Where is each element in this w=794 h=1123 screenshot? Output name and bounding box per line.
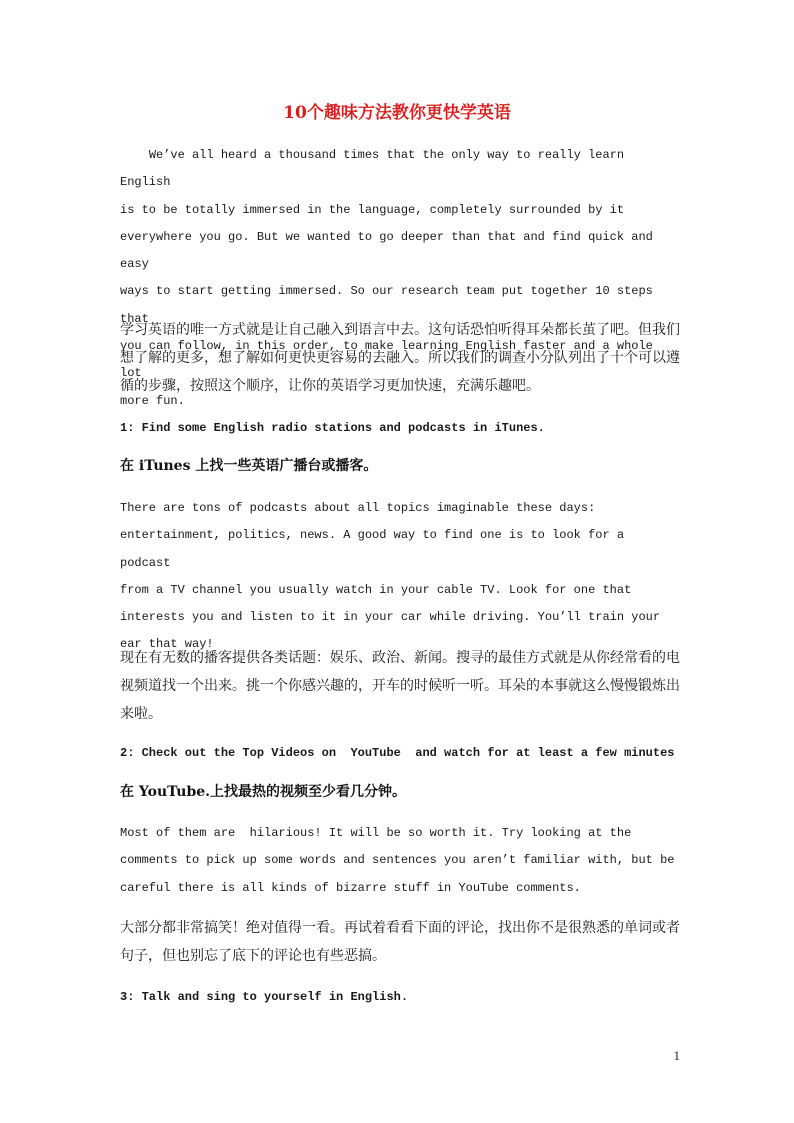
section-2-heading-en: 2: Check out the Top Videos on YouTube and watch for at least a few minutes xyxy=(120,746,675,760)
section-1-body-en: There are tons of podcasts about all topics imaginable these days: entertainment, politics, news. A good way to find one is to look for a podcast from a TV channel you usually watch in your cable TV. Look for one that interests you and listen to it in your car while driving. You’ll train your ear that way! xyxy=(120,501,661,652)
section-1-body-zh: 现在有无数的播客提供各类话题：娱乐、政治、新闻。搜寻的最佳方式就是从你经常看的电视频道找一个出来。挑一个你感兴趣的，开车的时候听一听。耳朵的本事就这么慢慢锻炼出来啦。 xyxy=(120,650,680,722)
intro-chinese-paragraph: 学习英语的唯一方式就是让自己融入到语言中去。这句话恐怕听得耳朵都长茧了吧。但我们想了解的更多，想了解如何更快更容易的去融入。所以我们的调查小分队列出了十个可以遵循的步骤，按照这个顺序，让你的英语学习更加快速，充满乐趣吧。 xyxy=(120,322,680,394)
section-2-body-en: Most of them are hilarious! It will be so worth it. Try looking at the comments to pick up some words and sentences you aren’t familiar with, but be careful there is all kinds of bizarre stuff in YouTube comments. xyxy=(120,826,675,895)
section-1-heading-en: 1: Find some English radio stations and podcasts in iTunes. xyxy=(120,421,545,435)
section-1-heading-zh: 在 iTunes 上找一些英语广播台或播客。 xyxy=(120,458,378,474)
document-title: 10个趣味方法教你更快学英语 xyxy=(283,103,511,123)
section-2-heading-zh: 在 YouTube.上找最热的视频至少看几分钟。 xyxy=(120,784,407,800)
section-2-body-zh: 大部分都非常搞笑！绝对值得一看。再试着看看下面的评论，找出你不是很熟悉的单词或者句子，但也别忘了底下的评论也有些恶搞。 xyxy=(120,920,680,964)
intro-english-paragraph: We’ve all heard a thousand times that the only way to really learn English is to be totally immersed in the language, completely surrounded by it everywhere you go. But we wanted to go deeper than that and find quick and easy ways to start getting immersed. So our research team put together 10 steps that you can follow, in this order, to make learning English faster and a whole lot more fun. xyxy=(120,148,653,408)
section-3-heading-en: 3: Talk and sing to yourself in English. xyxy=(120,990,409,1004)
page-number: 1 xyxy=(673,1048,680,1063)
